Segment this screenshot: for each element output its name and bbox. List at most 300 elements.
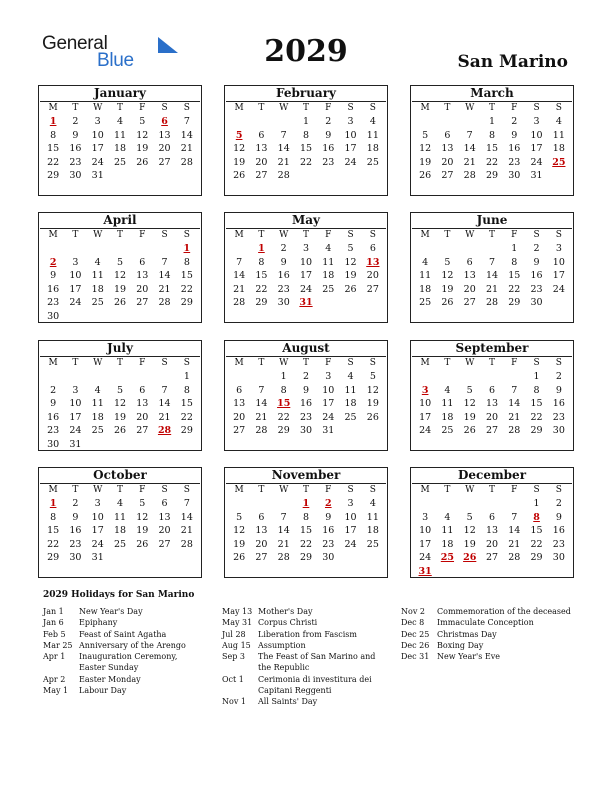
day-cell: 23 bbox=[530, 283, 543, 295]
day-cell: 9 bbox=[50, 270, 57, 282]
day-cell: 4 bbox=[369, 498, 376, 509]
holiday-name: Liberation from Fascism bbox=[258, 629, 357, 639]
day-cell: 29 bbox=[299, 552, 313, 564]
day-cell: 1 bbox=[511, 243, 518, 254]
day-cell: 25 bbox=[113, 156, 127, 168]
day-cell: 28 bbox=[508, 425, 521, 437]
day-cell: 26 bbox=[419, 170, 432, 182]
day-cell: 10 bbox=[552, 256, 565, 268]
day-cell: 31 bbox=[91, 552, 104, 564]
day-cell: 18 bbox=[366, 143, 379, 155]
day-cell: 18 bbox=[419, 283, 432, 295]
day-cell: 28 bbox=[277, 170, 290, 182]
day-cell: 12 bbox=[136, 129, 149, 141]
month-name: April bbox=[40, 213, 200, 229]
day-cell: 5 bbox=[139, 498, 146, 509]
day-cell: 18 bbox=[552, 143, 565, 155]
weekday-header: S bbox=[161, 103, 168, 113]
empty-cell bbox=[109, 242, 131, 256]
day-cell: 13 bbox=[463, 270, 476, 282]
day-cell: 30 bbox=[322, 552, 335, 564]
day-cell: 22 bbox=[485, 156, 499, 168]
day-cell: 4 bbox=[555, 116, 562, 127]
day-cell: 3 bbox=[533, 116, 540, 127]
day-cell: 28 bbox=[180, 156, 193, 168]
empty-cell bbox=[87, 370, 109, 384]
month-name: August bbox=[226, 341, 386, 357]
day-cell: 24 bbox=[552, 283, 565, 295]
holiday-name: Labour Day bbox=[79, 686, 127, 696]
day-cell: 22 bbox=[47, 538, 60, 550]
day-cell: 23 bbox=[299, 411, 313, 423]
holiday-date: Nov 1 bbox=[222, 697, 246, 707]
day-cell: 15 bbox=[299, 143, 313, 155]
day-cell: 19 bbox=[113, 283, 127, 295]
day-cell: 12 bbox=[344, 256, 357, 268]
day-cell: 10 bbox=[530, 129, 543, 141]
holiday-date: Aug 15 bbox=[222, 640, 251, 650]
day-cell: 29 bbox=[180, 297, 193, 309]
day-cell: 17 bbox=[69, 283, 82, 295]
month-name: September bbox=[412, 341, 572, 357]
day-cell: 20 bbox=[233, 411, 246, 423]
day-cell: 23 bbox=[47, 297, 60, 309]
holiday-date: Jul 28 bbox=[222, 629, 246, 639]
day-cell: 8 bbox=[280, 384, 287, 396]
day-cell: 13 bbox=[485, 398, 499, 410]
weekday-header: S bbox=[369, 358, 376, 368]
holiday-row bbox=[222, 651, 382, 674]
day-cell: 4 bbox=[116, 498, 124, 509]
day-cell: 31 bbox=[91, 170, 104, 182]
holiday-day: 1 bbox=[49, 116, 57, 127]
day-cell: 14 bbox=[277, 143, 290, 155]
day-cell: 1 bbox=[533, 371, 540, 382]
day-cell: 2 bbox=[50, 384, 57, 396]
holiday-day: 31 bbox=[418, 565, 432, 577]
day-cell: 8 bbox=[50, 511, 57, 523]
empty-cell bbox=[273, 497, 295, 511]
day-grid bbox=[39, 229, 201, 324]
day-cell: 7 bbox=[161, 256, 168, 268]
day-cell: 20 bbox=[136, 283, 149, 295]
holiday-date: Dec 8 bbox=[401, 618, 425, 628]
day-cell: 9 bbox=[325, 129, 332, 141]
day-cell: 10 bbox=[91, 129, 104, 141]
day-cell: 9 bbox=[302, 384, 310, 396]
day-cell: 1 bbox=[488, 116, 496, 127]
holiday-row bbox=[401, 640, 571, 651]
day-cell: 8 bbox=[302, 511, 310, 523]
weekday-header: T bbox=[488, 485, 495, 495]
day-cell: 13 bbox=[255, 143, 268, 155]
holiday-column bbox=[401, 606, 571, 662]
day-cell: 8 bbox=[511, 256, 518, 268]
day-cell: 23 bbox=[69, 156, 82, 168]
weekday-header: T bbox=[116, 230, 123, 240]
weekday-header: T bbox=[444, 103, 451, 113]
weekday-header: S bbox=[369, 230, 376, 240]
day-cell: 20 bbox=[136, 411, 149, 423]
holiday-date: Feb 5 bbox=[43, 629, 66, 639]
day-cell: 22 bbox=[530, 411, 543, 423]
holiday-row bbox=[401, 629, 571, 640]
day-grid bbox=[225, 484, 387, 565]
day-cell: 22 bbox=[47, 156, 60, 168]
day-cell: 6 bbox=[258, 511, 265, 523]
day-cell: 5 bbox=[369, 371, 376, 382]
day-grid bbox=[225, 357, 387, 438]
weekday-header: S bbox=[183, 358, 190, 368]
day-cell: 25 bbox=[322, 283, 335, 295]
day-cell: 3 bbox=[422, 511, 429, 523]
day-cell: 14 bbox=[158, 270, 171, 282]
weekday-header: F bbox=[325, 358, 332, 368]
day-cell: 27 bbox=[485, 552, 499, 564]
day-cell: 19 bbox=[113, 411, 127, 423]
holiday-date: May 1 bbox=[43, 686, 69, 696]
weekday-header: F bbox=[325, 103, 332, 113]
day-cell: 25 bbox=[113, 538, 127, 550]
holiday-date: Oct 1 bbox=[222, 674, 244, 684]
weekday-header: T bbox=[488, 230, 495, 240]
day-cell: 6 bbox=[236, 384, 243, 396]
day-cell: 23 bbox=[47, 425, 60, 437]
day-cell: 3 bbox=[94, 116, 101, 127]
day-cell: 20 bbox=[485, 411, 499, 423]
day-cell: 19 bbox=[366, 398, 379, 410]
day-cell: 5 bbox=[139, 116, 146, 127]
weekday-header: S bbox=[533, 485, 540, 495]
empty-cell bbox=[109, 370, 131, 384]
weekday-header: F bbox=[139, 358, 146, 368]
empty-cell bbox=[87, 242, 109, 256]
weekday-header: T bbox=[302, 103, 309, 113]
empty-cell bbox=[250, 115, 272, 129]
empty-cell bbox=[414, 115, 436, 129]
day-cell: 3 bbox=[347, 498, 354, 509]
month-name: July bbox=[40, 341, 200, 357]
day-cell: 26 bbox=[136, 156, 149, 168]
day-cell: 27 bbox=[136, 425, 149, 437]
weekday-header: F bbox=[325, 230, 332, 240]
empty-cell bbox=[459, 497, 481, 511]
day-cell: 1 bbox=[533, 498, 540, 509]
day-cell: 23 bbox=[552, 538, 565, 550]
day-cell: 4 bbox=[422, 256, 429, 268]
day-cell: 17 bbox=[91, 525, 104, 537]
day-cell: 20 bbox=[255, 538, 268, 550]
weekday-header: S bbox=[555, 358, 562, 368]
empty-cell bbox=[436, 370, 458, 384]
day-cell: 24 bbox=[344, 156, 357, 168]
holiday-date: May 13 bbox=[222, 607, 253, 616]
holiday-day: 8 bbox=[533, 511, 540, 523]
day-cell: 24 bbox=[419, 552, 432, 564]
day-cell: 11 bbox=[91, 270, 104, 282]
holiday-day: 1 bbox=[258, 243, 265, 254]
holiday-date: Sep 3 bbox=[222, 652, 245, 662]
empty-cell bbox=[459, 370, 481, 384]
holiday-name: Feast of Saint Agatha bbox=[79, 629, 167, 639]
holiday-day: 25 bbox=[440, 552, 455, 564]
day-cell: 6 bbox=[258, 129, 265, 141]
day-cell: 17 bbox=[322, 398, 335, 410]
day-cell: 11 bbox=[91, 398, 104, 410]
day-cell: 16 bbox=[299, 398, 313, 410]
day-cell: 16 bbox=[530, 270, 543, 282]
day-cell: 15 bbox=[255, 270, 268, 282]
empty-cell bbox=[436, 242, 458, 256]
day-cell: 30 bbox=[47, 310, 60, 322]
day-cell: 29 bbox=[255, 297, 268, 309]
day-cell: 17 bbox=[419, 538, 432, 550]
day-cell: 12 bbox=[441, 270, 454, 282]
holiday-row bbox=[43, 640, 203, 651]
weekday-header: S bbox=[347, 358, 354, 368]
day-grid bbox=[411, 484, 573, 579]
day-cell: 22 bbox=[180, 283, 193, 295]
day-cell: 9 bbox=[50, 398, 57, 410]
day-cell: 9 bbox=[72, 511, 79, 523]
day-cell: 22 bbox=[299, 538, 313, 550]
empty-cell bbox=[273, 115, 295, 129]
month-november bbox=[224, 467, 388, 578]
day-cell: 5 bbox=[116, 384, 124, 396]
day-cell: 16 bbox=[552, 398, 565, 410]
day-cell: 14 bbox=[233, 270, 246, 282]
day-cell: 22 bbox=[277, 411, 290, 423]
day-cell: 2 bbox=[72, 116, 79, 127]
day-cell: 2 bbox=[302, 371, 310, 382]
holiday-day: 2 bbox=[324, 498, 332, 509]
day-cell: 7 bbox=[183, 498, 190, 509]
day-cell: 18 bbox=[113, 525, 127, 537]
day-cell: 2 bbox=[511, 116, 518, 127]
day-cell: 26 bbox=[136, 538, 149, 550]
day-cell: 19 bbox=[136, 143, 149, 155]
weekday-header: T bbox=[302, 485, 309, 495]
empty-cell bbox=[64, 242, 86, 256]
day-cell: 16 bbox=[47, 283, 60, 295]
holiday-date: Jan 1 bbox=[43, 607, 64, 616]
day-cell: 5 bbox=[116, 256, 124, 268]
day-cell: 24 bbox=[69, 425, 82, 437]
weekday-header: W bbox=[279, 485, 289, 495]
day-cell: 14 bbox=[180, 129, 193, 141]
weekday-header: T bbox=[116, 358, 123, 368]
day-cell: 15 bbox=[47, 143, 60, 155]
holiday-name: All Saints' Day bbox=[258, 697, 318, 707]
holiday-day: 26 bbox=[463, 552, 477, 564]
holiday-day: 1 bbox=[302, 498, 310, 509]
day-cell: 9 bbox=[511, 129, 518, 141]
day-cell: 28 bbox=[485, 297, 499, 309]
holiday-name: Immaculate Conception bbox=[437, 618, 534, 628]
empty-cell bbox=[414, 242, 436, 256]
day-cell: 13 bbox=[255, 525, 268, 537]
day-cell: 14 bbox=[158, 398, 171, 410]
day-cell: 26 bbox=[233, 170, 246, 182]
day-cell: 4 bbox=[347, 371, 354, 382]
empty-cell bbox=[42, 242, 64, 256]
weekday-header: T bbox=[444, 485, 451, 495]
empty-cell bbox=[250, 497, 272, 511]
weekday-header: T bbox=[258, 358, 265, 368]
day-cell: 26 bbox=[113, 425, 127, 437]
empty-cell bbox=[131, 370, 153, 384]
weekday-header: T bbox=[258, 103, 265, 113]
day-cell: 4 bbox=[369, 116, 376, 127]
day-grid bbox=[225, 229, 387, 310]
month-may bbox=[224, 212, 388, 323]
holiday-name: Anniversary of the Arengo bbox=[79, 640, 186, 650]
holiday-row bbox=[43, 606, 203, 617]
day-cell: 7 bbox=[183, 116, 190, 127]
day-cell: 17 bbox=[69, 411, 82, 423]
holiday-row bbox=[43, 685, 203, 696]
day-cell: 7 bbox=[161, 384, 168, 396]
day-cell: 18 bbox=[91, 411, 104, 423]
day-cell: 2 bbox=[72, 498, 79, 509]
day-cell: 3 bbox=[72, 256, 79, 268]
day-cell: 15 bbox=[180, 398, 193, 410]
holiday-day: 5 bbox=[235, 129, 243, 141]
day-cell: 26 bbox=[463, 425, 476, 437]
day-cell: 15 bbox=[47, 525, 60, 537]
month-march bbox=[410, 85, 574, 196]
holiday-row bbox=[222, 617, 382, 628]
day-cell: 5 bbox=[466, 384, 473, 396]
holiday-day: 2 bbox=[49, 256, 57, 268]
weekday-header: M bbox=[234, 358, 244, 368]
day-cell: 13 bbox=[136, 398, 149, 410]
weekday-header: M bbox=[420, 230, 430, 240]
weekday-header: W bbox=[93, 230, 103, 240]
weekday-header: F bbox=[511, 103, 518, 113]
empty-cell bbox=[42, 370, 64, 384]
day-cell: 18 bbox=[322, 270, 335, 282]
day-cell: 21 bbox=[158, 411, 171, 423]
empty-cell bbox=[153, 242, 175, 256]
day-cell: 8 bbox=[183, 384, 190, 396]
day-cell: 28 bbox=[463, 170, 476, 182]
day-cell: 5 bbox=[347, 243, 354, 254]
holiday-day: 31 bbox=[299, 297, 313, 309]
day-cell: 16 bbox=[69, 143, 82, 155]
day-cell: 25 bbox=[91, 425, 104, 437]
weekday-header: S bbox=[533, 358, 540, 368]
day-cell: 30 bbox=[552, 425, 565, 437]
empty-cell bbox=[436, 497, 458, 511]
month-january bbox=[38, 85, 202, 196]
holiday-name: New Year's Day bbox=[79, 607, 143, 616]
day-cell: 17 bbox=[552, 270, 565, 282]
day-cell: 1 bbox=[280, 371, 287, 382]
weekday-header: F bbox=[511, 485, 518, 495]
day-cell: 23 bbox=[552, 411, 565, 423]
day-cell: 19 bbox=[233, 156, 246, 168]
day-cell: 21 bbox=[508, 538, 521, 550]
day-cell: 10 bbox=[344, 129, 357, 141]
month-name: February bbox=[226, 86, 386, 102]
day-cell: 14 bbox=[508, 525, 521, 537]
empty-cell bbox=[503, 370, 525, 384]
day-cell: 10 bbox=[69, 270, 82, 282]
day-cell: 30 bbox=[47, 438, 60, 450]
day-cell: 24 bbox=[91, 538, 104, 550]
day-cell: 8 bbox=[488, 129, 496, 141]
holiday-row bbox=[222, 696, 382, 707]
weekday-header: W bbox=[279, 358, 289, 368]
day-cell: 21 bbox=[508, 411, 521, 423]
day-cell: 17 bbox=[419, 411, 432, 423]
day-cell: 11 bbox=[366, 129, 379, 141]
holiday-date: May 31 bbox=[222, 618, 253, 628]
holiday-name: Epiphany bbox=[79, 618, 118, 628]
day-cell: 3 bbox=[347, 116, 354, 127]
day-cell: 17 bbox=[344, 525, 357, 537]
weekday-header: W bbox=[93, 358, 103, 368]
day-cell: 11 bbox=[113, 129, 127, 141]
day-cell: 23 bbox=[69, 538, 82, 550]
day-cell: 6 bbox=[161, 498, 168, 509]
weekday-header: F bbox=[511, 230, 518, 240]
holiday-name: Inauguration Ceremony, Easter Sunday bbox=[79, 652, 178, 673]
holiday-date: Jan 6 bbox=[43, 618, 64, 628]
holiday-row bbox=[222, 606, 382, 617]
weekday-header: F bbox=[139, 230, 146, 240]
month-september bbox=[410, 340, 574, 451]
weekday-header: T bbox=[72, 103, 79, 113]
weekday-header: S bbox=[533, 103, 540, 113]
day-grid bbox=[39, 102, 201, 183]
weekday-header: S bbox=[347, 103, 354, 113]
day-cell: 28 bbox=[508, 552, 521, 564]
day-cell: 25 bbox=[441, 425, 454, 437]
day-cell: 25 bbox=[91, 297, 104, 309]
empty-cell bbox=[228, 370, 250, 384]
day-cell: 23 bbox=[508, 156, 521, 168]
weekday-header: S bbox=[555, 103, 562, 113]
holiday-column bbox=[222, 606, 382, 708]
holiday-row bbox=[401, 606, 571, 617]
weekday-header: T bbox=[488, 103, 495, 113]
day-cell: 27 bbox=[366, 283, 379, 295]
day-cell: 13 bbox=[136, 270, 149, 282]
day-cell: 27 bbox=[441, 170, 454, 182]
day-cell: 4 bbox=[325, 243, 332, 254]
day-cell: 17 bbox=[530, 143, 543, 155]
holidays-title: 2029 Holidays for San Marino bbox=[43, 590, 195, 600]
day-cell: 12 bbox=[136, 511, 149, 523]
day-cell: 13 bbox=[441, 143, 454, 155]
day-cell: 6 bbox=[444, 129, 451, 141]
weekday-header: F bbox=[325, 485, 332, 495]
weekday-header: S bbox=[347, 230, 354, 240]
month-june bbox=[410, 212, 574, 323]
empty-cell bbox=[481, 370, 503, 384]
day-cell: 21 bbox=[233, 283, 246, 295]
day-cell: 11 bbox=[322, 256, 335, 268]
day-cell: 25 bbox=[366, 538, 379, 550]
weekday-header: T bbox=[116, 103, 123, 113]
month-name: May bbox=[226, 213, 386, 229]
day-grid bbox=[225, 102, 387, 183]
day-cell: 29 bbox=[530, 425, 543, 437]
month-name: March bbox=[412, 86, 572, 102]
holiday-name: Easter Monday bbox=[79, 674, 141, 684]
